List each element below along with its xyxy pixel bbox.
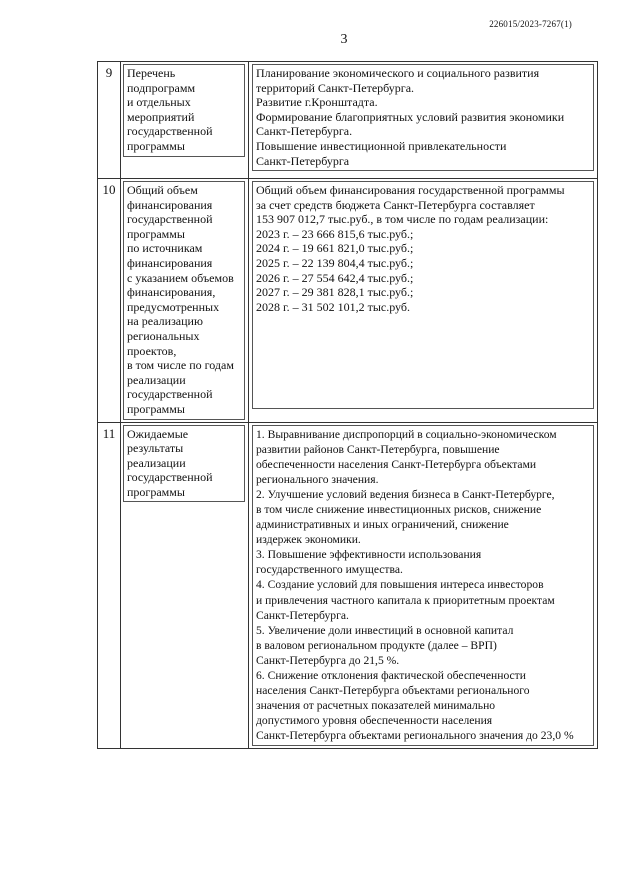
content-line: Развитие г.Кронштадта. (256, 95, 378, 110)
row-name-line: проектов, (127, 343, 177, 358)
content-line: государственного имущества. (256, 563, 403, 577)
row-name-line: государственной (127, 212, 213, 227)
content-line: Планирование экономического и социального развития (256, 66, 540, 80)
content-line: обеспеченности населения Санкт-Петербурга объектами (256, 457, 537, 471)
content-line: развитии районов Санкт-Петербурга, повышение (256, 442, 500, 456)
row-name-line: государственной (127, 387, 213, 402)
row-name-cell (121, 422, 249, 749)
table-row (98, 422, 598, 749)
table-row (98, 179, 598, 423)
content-line: значения от расчетных показателей минимально (256, 699, 496, 713)
row-name-line: программы (127, 484, 185, 499)
row-name-line: с указанием объемов (127, 270, 234, 285)
content-line: 2023 г. – 23 666 815,6 тыс.руб.; (256, 226, 414, 241)
content-line: регионального значения. (256, 472, 379, 486)
content-line: издержек экономики. (256, 533, 361, 547)
content-line: административных и иных ограничений, снижение (256, 518, 509, 532)
program-passport-table (97, 61, 598, 749)
row-name-line: финансирования (127, 255, 213, 270)
row-number: 10 (98, 179, 121, 423)
table-row (98, 62, 598, 179)
row-name-line: программы (127, 401, 185, 416)
row-name-line: мероприятий (127, 109, 195, 124)
content-line: в том числе снижение инвестиционных рисков, снижение (256, 502, 542, 516)
content-line: Санкт-Петербурга (256, 153, 350, 168)
row-name-line: Общий объем (127, 183, 198, 197)
document-id: 226015/2023-7267(1) (489, 19, 572, 29)
row-name-line: в том числе по годам (127, 358, 234, 373)
content-line: населения Санкт-Петербурга объектами регионального (256, 684, 530, 698)
content-line: Повышение инвестиционной привлекательности (256, 138, 507, 153)
content-line: в валовом региональном продукте (далее – ВРП) (256, 638, 497, 652)
row-content-box (252, 425, 594, 747)
row-name-line: финансирования (127, 197, 213, 212)
row-name-line: программы (127, 226, 185, 241)
row-name-box (123, 64, 245, 157)
row-name-line: Ожидаемые (127, 426, 189, 441)
content-line: территорий Санкт-Петербурга. (256, 80, 415, 95)
row-name-line: программы (127, 138, 185, 153)
content-line: допустимого уровня обеспеченности населения (256, 714, 493, 728)
row-name-line: финансирования, (127, 285, 216, 300)
content-line: 2027 г. – 29 381 828,1 тыс.руб.; (256, 285, 414, 300)
content-line: Санкт-Петербурга. (256, 124, 353, 139)
row-name-line: Перечень (127, 66, 176, 80)
row-name-line: реализации (127, 455, 186, 470)
content-line: 2. Улучшение условий ведения бизнеса в Санкт-Петербурге, (256, 487, 555, 501)
content-line: за счет средств бюджета Санкт-Петербурга составляет (256, 197, 535, 212)
row-content-box (252, 181, 594, 409)
row-name-box (123, 181, 245, 420)
content-line: и привлечения частного капитала к приоритетным проектам (256, 593, 555, 607)
row-name-line: государственной (127, 470, 213, 485)
content-line: Санкт-Петербурга. (256, 608, 349, 622)
content-line: 1. Выравнивание диспропорций в социально-экономическом (256, 427, 557, 441)
row-name-line: и отдельных (127, 95, 191, 110)
content-line: Общий объем финансирования государственной программы (256, 183, 565, 197)
row-name-line: результаты (127, 441, 184, 456)
content-line: 3. Повышение эффективности использования (256, 548, 482, 562)
content-line: 2024 г. – 19 661 821,0 тыс.руб.; (256, 241, 414, 256)
row-name-line: по источникам (127, 241, 203, 256)
row-content-box (252, 64, 594, 171)
row-name-line: региональных (127, 328, 200, 343)
row-number: 9 (98, 62, 121, 179)
content-line: Формирование благоприятных условий развития экономики (256, 109, 565, 124)
content-line: 6. Снижение отклонения фактической обеспеченности (256, 669, 526, 682)
row-name-line: государственной (127, 124, 213, 139)
content-line: 2025 г. – 22 139 804,4 тыс.руб.; (256, 255, 414, 270)
row-name-line: подпрограмм (127, 80, 196, 95)
content-line: Санкт-Петербурга объектами регионального значения до 23,0 % (256, 729, 574, 743)
content-line: 5. Увеличение доли инвестиций в основной капитал (256, 623, 514, 637)
row-name-line: реализации (127, 372, 186, 387)
row-name-cell (121, 62, 249, 179)
row-content-cell (249, 422, 598, 749)
row-number: 11 (98, 422, 121, 749)
page-number: 3 (340, 32, 348, 47)
content-line: Санкт-Петербурга до 21,5 %. (256, 653, 400, 667)
row-name-cell (121, 179, 249, 423)
row-content-cell (249, 62, 598, 179)
content-line: 2026 г. – 27 554 642,4 тыс.руб.; (256, 270, 414, 285)
content-line: 4. Создание условий для повышения интереса инвесторов (256, 578, 544, 592)
row-content-cell (249, 179, 598, 423)
content-line: 2028 г. – 31 502 101,2 тыс.руб. (256, 299, 410, 314)
row-name-line: предусмотренных (127, 299, 220, 314)
row-name-box (123, 425, 245, 503)
content-line: 153 907 012,7 тыс.руб., в том числе по годам реализации: (256, 212, 549, 227)
row-name-line: на реализацию (127, 314, 203, 329)
